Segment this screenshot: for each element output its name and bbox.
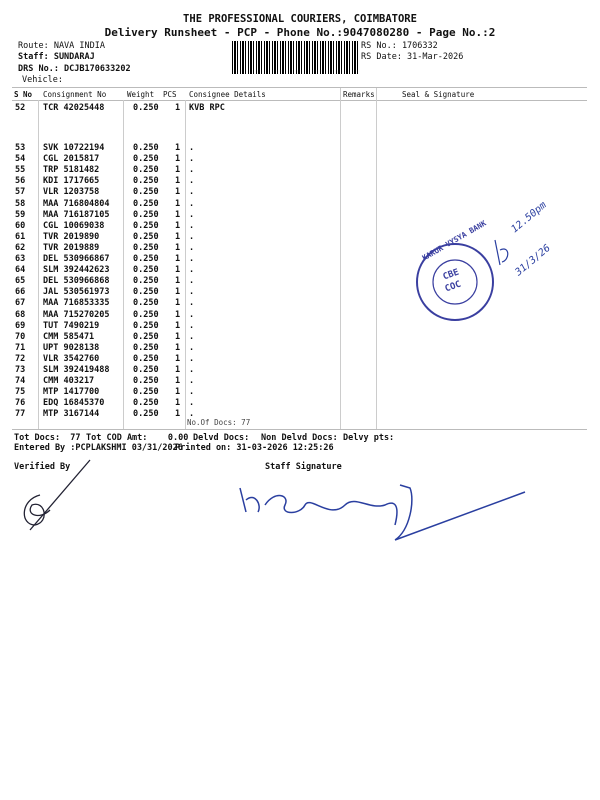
- stamp-inner-2: COC: [443, 279, 463, 295]
- sno: 75: [15, 387, 26, 398]
- consignee-details: .: [189, 365, 195, 375]
- weight: 0.250: [133, 176, 159, 187]
- consignment-no: EDQ 16845370: [43, 398, 105, 409]
- consignment-no: SVK 10722194: [43, 143, 105, 153]
- weight: 0.250: [133, 198, 159, 209]
- consignment-no: SLM 392442623: [43, 265, 110, 276]
- pcs: 1: [175, 209, 181, 220]
- company-title: THE PROFESSIONAL COURIERS, COIMBATORE: [183, 13, 417, 25]
- sno: 69: [15, 320, 26, 331]
- pcs: 1: [175, 154, 181, 165]
- consignment-no: MAA 716187105: [43, 209, 110, 220]
- consignment-no: DEL 530966868: [43, 276, 110, 287]
- consignment-no: UPT 9028138: [43, 342, 100, 353]
- pcs: 1: [175, 165, 181, 176]
- tot-docs: Tot Docs: 77: [14, 433, 81, 443]
- vehicle: Vehicle:: [22, 75, 63, 85]
- consignee-details: .: [189, 398, 195, 409]
- consignment-no: MTP 1417700: [43, 387, 100, 398]
- consignee-details: .: [189, 176, 195, 187]
- consignee-details: .: [189, 231, 195, 242]
- consignee-details: .: [189, 187, 195, 198]
- weight: 0.250: [133, 265, 159, 276]
- consignee-details: .: [189, 309, 195, 320]
- pcs: 1: [175, 276, 181, 287]
- sno: 68: [15, 309, 26, 320]
- sno: 56: [15, 176, 26, 187]
- verified-signature: [24, 460, 90, 530]
- pcs: 1: [175, 220, 181, 231]
- col-remarks: Remarks: [343, 90, 375, 99]
- pcs: 1: [175, 398, 181, 409]
- tot-cod: Tot COD Amt: 0.00: [86, 433, 189, 443]
- consignee-details: .: [189, 331, 195, 342]
- sno: 58: [15, 198, 26, 209]
- consignment-no: MAA 715270205: [43, 309, 110, 320]
- sno: 77: [15, 409, 26, 420]
- pcs: 1: [175, 242, 181, 253]
- weight: 0.250: [133, 298, 159, 309]
- consignee-details: .: [189, 265, 195, 276]
- sno: 67: [15, 298, 26, 309]
- consignee-details: .: [189, 154, 195, 165]
- weight: 0.250: [133, 320, 159, 331]
- weight: 0.250: [133, 287, 159, 298]
- pcs: 1: [175, 265, 181, 276]
- consignment-no: SLM 392419488: [43, 365, 110, 375]
- weight: 0.250: [133, 409, 159, 420]
- sno: 53: [15, 143, 26, 153]
- sno: 71: [15, 342, 26, 353]
- consignment-no: MTP 3167144: [43, 409, 100, 420]
- consignment-no: CGL 2015817: [43, 154, 100, 165]
- col-sno: S No: [14, 90, 33, 99]
- consignment-no: TRP 5181482: [43, 165, 100, 176]
- pcs: 1: [175, 320, 181, 331]
- consignee-details: .: [189, 287, 195, 298]
- handwritten-date-text: 31/3/26: [513, 242, 553, 279]
- weight: 0.250: [133, 165, 159, 176]
- sno: 74: [15, 376, 26, 387]
- weight: 0.250: [133, 143, 159, 153]
- consignee-details: .: [189, 320, 195, 331]
- staff-signature: [240, 485, 525, 540]
- pcs: 1: [175, 298, 181, 309]
- sno: 76: [15, 398, 26, 409]
- consignment-no: KDI 1717665: [43, 176, 100, 187]
- rs-no: RS No.: 1706332: [361, 41, 438, 51]
- sno: 55: [15, 165, 26, 176]
- consignee-details: .: [189, 342, 195, 353]
- weight: 0.250: [133, 331, 159, 342]
- sno: 61: [15, 231, 26, 242]
- consignment-no: JAL 530561973: [43, 287, 110, 298]
- sno: 54: [15, 154, 26, 165]
- delvd-docs: Delvd Docs:: [193, 433, 250, 443]
- consignee-details: .: [189, 353, 195, 364]
- sno: 64: [15, 265, 26, 276]
- non-delvd-docs: Non Delvd Docs:: [261, 433, 338, 443]
- sno: 73: [15, 365, 26, 375]
- entered-by: Entered By :PCPLAKSHMI 03/31/2026: [14, 443, 183, 453]
- consignee-details: .: [189, 209, 195, 220]
- pcs: 1: [175, 387, 181, 398]
- drs-no: DRS No.: DCJB170633202: [18, 64, 131, 74]
- sno: 70: [15, 331, 26, 342]
- weight: 0.250: [133, 209, 159, 220]
- sno: 63: [15, 254, 26, 264]
- sno: 60: [15, 220, 26, 231]
- col-consignment: Consignment No: [43, 90, 107, 99]
- weight: 0.250: [133, 187, 159, 198]
- weight: 0.250: [133, 387, 159, 398]
- col-seal: Seal & Signature: [402, 90, 475, 99]
- sno: 65: [15, 276, 26, 287]
- staff: Staff: SUNDARAJ: [18, 52, 95, 62]
- handwritten-date: [495, 240, 508, 265]
- stamp-outer: KARUR VYSYA BANK: [420, 218, 488, 263]
- col-consignee: Consignee Details: [189, 90, 266, 99]
- consignee-details: .: [189, 165, 195, 176]
- handwritten-time: 12.50pm: [509, 199, 549, 236]
- consignment-no: CMM 403217: [43, 376, 95, 387]
- delvy-pts: Delvy pts:: [343, 433, 395, 443]
- rs-date: RS Date: 31-Mar-2026: [361, 52, 464, 62]
- consignment-no: MAA 716804804: [43, 198, 110, 209]
- col-weight: Weight: [127, 90, 155, 99]
- weight: 0.250: [133, 242, 159, 253]
- weight: 0.250: [133, 220, 159, 231]
- printed-on: Printed on: 31-03-2026 12:25:26: [175, 443, 334, 453]
- pcs: 1: [175, 331, 181, 342]
- sno: 62: [15, 242, 26, 253]
- weight: 0.250: [133, 276, 159, 287]
- weight: 0.250: [133, 398, 159, 409]
- consignment-no: VLR 1203758: [43, 187, 100, 198]
- pcs: 1: [175, 254, 181, 264]
- consignment-no: TVR 2019890: [43, 231, 100, 242]
- sno: 59: [15, 209, 26, 220]
- consignee-details: .: [189, 409, 195, 420]
- pcs: 1: [175, 143, 181, 153]
- pcs: 1: [175, 376, 181, 387]
- consignment-no: TUT 7490219: [43, 320, 100, 331]
- sno: 66: [15, 287, 26, 298]
- sno: 57: [15, 187, 26, 198]
- pcs: 1: [175, 176, 181, 187]
- verified-by: Verified By: [14, 462, 71, 472]
- consignment-no: VLR 3542760: [43, 353, 100, 364]
- pcs: 1: [175, 187, 181, 198]
- weight: 0.250: [133, 376, 159, 387]
- consignee-details: .: [189, 387, 195, 398]
- staff-signature-label: Staff Signature: [265, 462, 342, 472]
- weight: 0.250: [133, 254, 159, 264]
- consignee-details: .: [189, 276, 195, 287]
- consignment-no: TVR 2019889: [43, 242, 100, 253]
- sno: 72: [15, 353, 26, 364]
- pcs: 1: [175, 231, 181, 242]
- weight: 0.250: [133, 231, 159, 242]
- weight: 0.250: [133, 309, 159, 320]
- weight: 0.250: [133, 353, 159, 364]
- runsheet-subtitle: Delivery Runsheet - PCP - Phone No.:9047080280 - Page No.:2: [104, 26, 496, 39]
- pcs: 1: [175, 309, 181, 320]
- consignee-details: .: [189, 242, 195, 253]
- consignment-no: MAA 716853335: [43, 298, 110, 309]
- table-row: 52 TCR 42025448 0.250 1 KVB RPC: [15, 103, 225, 113]
- consignee-details: .: [189, 298, 195, 309]
- consignment-no: CGL 10069038: [43, 220, 105, 231]
- pcs: 1: [175, 198, 181, 209]
- weight: 0.250: [133, 342, 159, 353]
- weight: 0.250: [133, 365, 159, 375]
- pcs: 1: [175, 409, 181, 420]
- pcs: 1: [175, 353, 181, 364]
- pcs: 1: [175, 342, 181, 353]
- consignee-details: .: [189, 198, 195, 209]
- route: Route: NAVA INDIA: [18, 41, 105, 51]
- consignment-no: CMM 585471: [43, 331, 95, 342]
- consignee-details: .: [189, 376, 195, 387]
- weight: 0.250: [133, 154, 159, 165]
- pcs: 1: [175, 287, 181, 298]
- consignment-no: DEL 530966867: [43, 254, 110, 264]
- no-of-docs: No.Of Docs: 77: [187, 418, 251, 427]
- col-pcs: PCS: [163, 90, 177, 99]
- stamp-inner-1: CBE: [441, 267, 461, 283]
- consignee-details: .: [189, 254, 195, 264]
- pcs: 1: [175, 365, 181, 375]
- consignee-details: .: [189, 220, 195, 231]
- consignee-details: .: [189, 143, 195, 153]
